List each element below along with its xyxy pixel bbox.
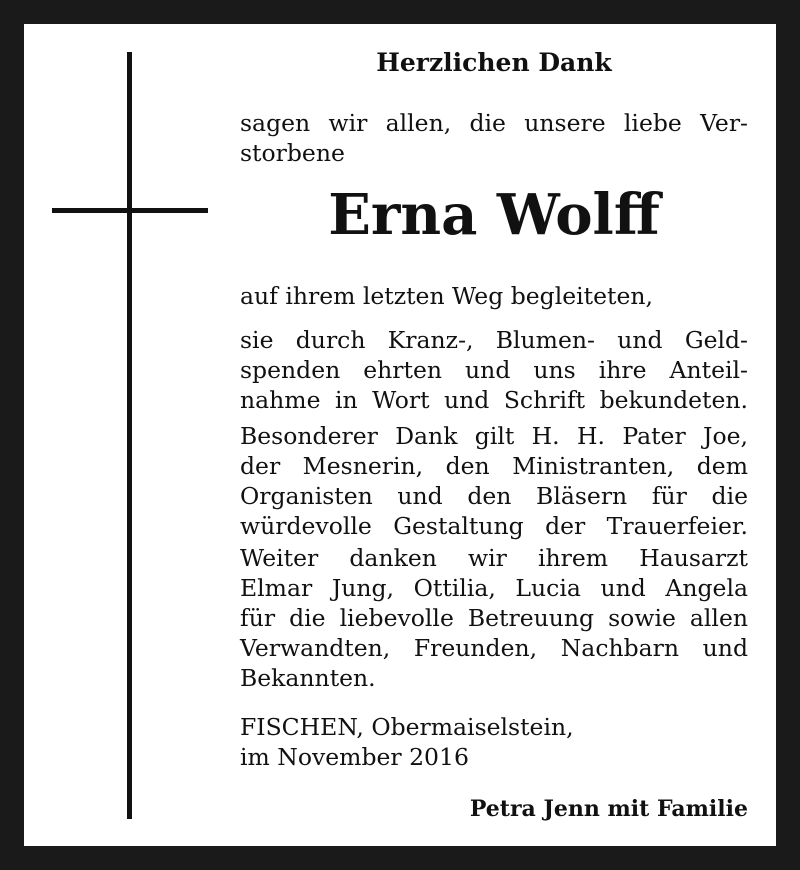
p3-line-3: für die liebevolle Betreuung sowie allen (240, 604, 748, 632)
heading: Herzlichen Dank (376, 48, 612, 77)
intro-text (240, 108, 748, 168)
p2-line-4: würdevolle Gestaltung der Trauerfeier. (240, 512, 748, 540)
p3-line-2: Elmar Jung, Ottilia, Lucia und Angela (240, 574, 748, 602)
deceased-name: Erna Wolff (328, 182, 660, 248)
p2-line-2: der Mesnerin, den Ministranten, dem (240, 452, 748, 480)
p1-line-3: nahme in Wort und Schrift bekundeten. (240, 386, 748, 414)
paragraph-1 (240, 325, 748, 415)
place-line: FISCHEN, Obermaiselstein, (240, 713, 574, 741)
paragraph-2 (240, 421, 748, 541)
p3-line-5: Bekannten. (240, 664, 376, 692)
signature: Petra Jenn mit Familie (469, 796, 748, 822)
p1-line-2: spenden ehrten und uns ihre Anteil- (240, 356, 748, 384)
way-text (240, 281, 748, 311)
cross-icon-horizontal (52, 208, 208, 213)
way-line: auf ihrem letzten Weg begleiteten, (240, 282, 653, 310)
intro-line-1: sagen wir allen, die unsere liebe Ver- (240, 109, 748, 137)
p2-line-3: Organisten und den Bläsern für die (240, 482, 748, 510)
date-line: im November 2016 (240, 743, 469, 771)
p3-line-1: Weiter danken wir ihrem Hausarzt (240, 544, 748, 572)
cross-icon-vertical (127, 52, 132, 819)
p1-line-1: sie durch Kranz-, Blumen- und Geld- (240, 326, 748, 354)
p3-line-4: Verwandten, Freunden, Nachbarn und (240, 634, 748, 662)
p2-line-1: Besonderer Dank gilt H. H. Pater Joe, (240, 422, 748, 450)
place-date (240, 712, 748, 772)
paragraph-3 (240, 543, 748, 693)
intro-line-2: storbene (240, 139, 345, 167)
